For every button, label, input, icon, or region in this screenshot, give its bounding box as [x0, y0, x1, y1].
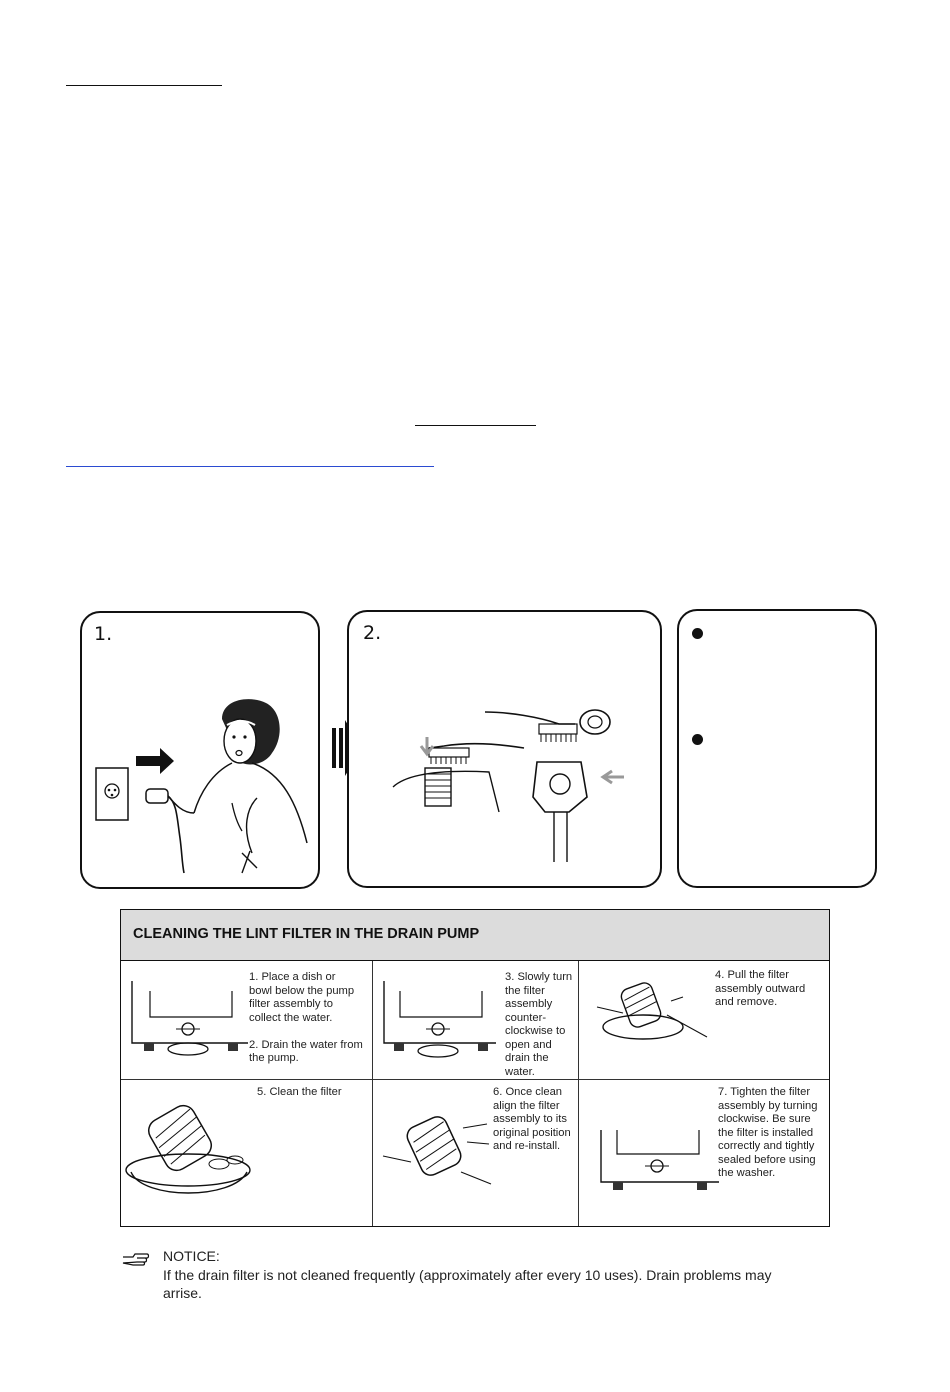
table-header [121, 910, 829, 961]
brush-filter-illustration [349, 612, 660, 886]
step-cell [579, 1080, 829, 1226]
step-cell [579, 961, 829, 1080]
illustration-panel-unplug [80, 611, 320, 889]
bullet-dot [692, 734, 703, 745]
filter-reinstall-illustration [377, 1100, 497, 1210]
underline-rule-top [66, 85, 222, 86]
washer-tighten-illustration [595, 1126, 725, 1236]
notice-body: If the drain filter is not cleaned frequently (approximately after every 10 uses). Drain problems may arrise. [163, 1267, 772, 1301]
table-title: CLEANING THE LINT FILTER IN THE DRAIN PUMP [133, 926, 480, 942]
pointing-hand-icon [121, 1251, 151, 1267]
panel-number: 1. [94, 623, 113, 645]
filter-clean-bowl-illustration [123, 1090, 263, 1210]
notes-panel [677, 609, 877, 888]
illustration-panel-clean-filter [347, 610, 662, 888]
underline-rule-link [66, 466, 434, 467]
underline-rule-middle [415, 425, 536, 426]
unplug-illustration [82, 613, 318, 887]
step-cell [121, 1080, 373, 1226]
filter-removal-illustration [583, 967, 718, 1077]
step-text: 6. Once clean align the filter assembly to its original position and re-install. [493, 1086, 571, 1152]
step-text: 1. Place a dish or bowl below the pump filter assembly to collect the water. 2. Drain the water from the pump. [249, 971, 363, 1064]
step-text: 4. Pull the filter assembly outward and remove. [715, 969, 806, 1008]
step-cell [121, 961, 373, 1080]
panel-number: 2. [363, 622, 382, 644]
step-cell [373, 961, 579, 1080]
washer-dish-illustration [126, 973, 251, 1073]
bullet-dot [692, 628, 703, 639]
step-text: 7. Tighten the filter assembly by turning clockwise. Be sure the filter is installed correctly and tightly sealed before using the washer. [718, 1086, 818, 1179]
washer-dish-illustration [378, 973, 503, 1073]
notice-title: NOTICE: [163, 1248, 220, 1264]
cleaning-instructions-table [120, 909, 830, 1227]
step-cell [373, 1080, 579, 1226]
step-text: 5. Clean the filter [257, 1086, 342, 1098]
step-text: 3. Slowly turn the filter assembly counter- clockwise to open and drain the water. [505, 971, 573, 1078]
